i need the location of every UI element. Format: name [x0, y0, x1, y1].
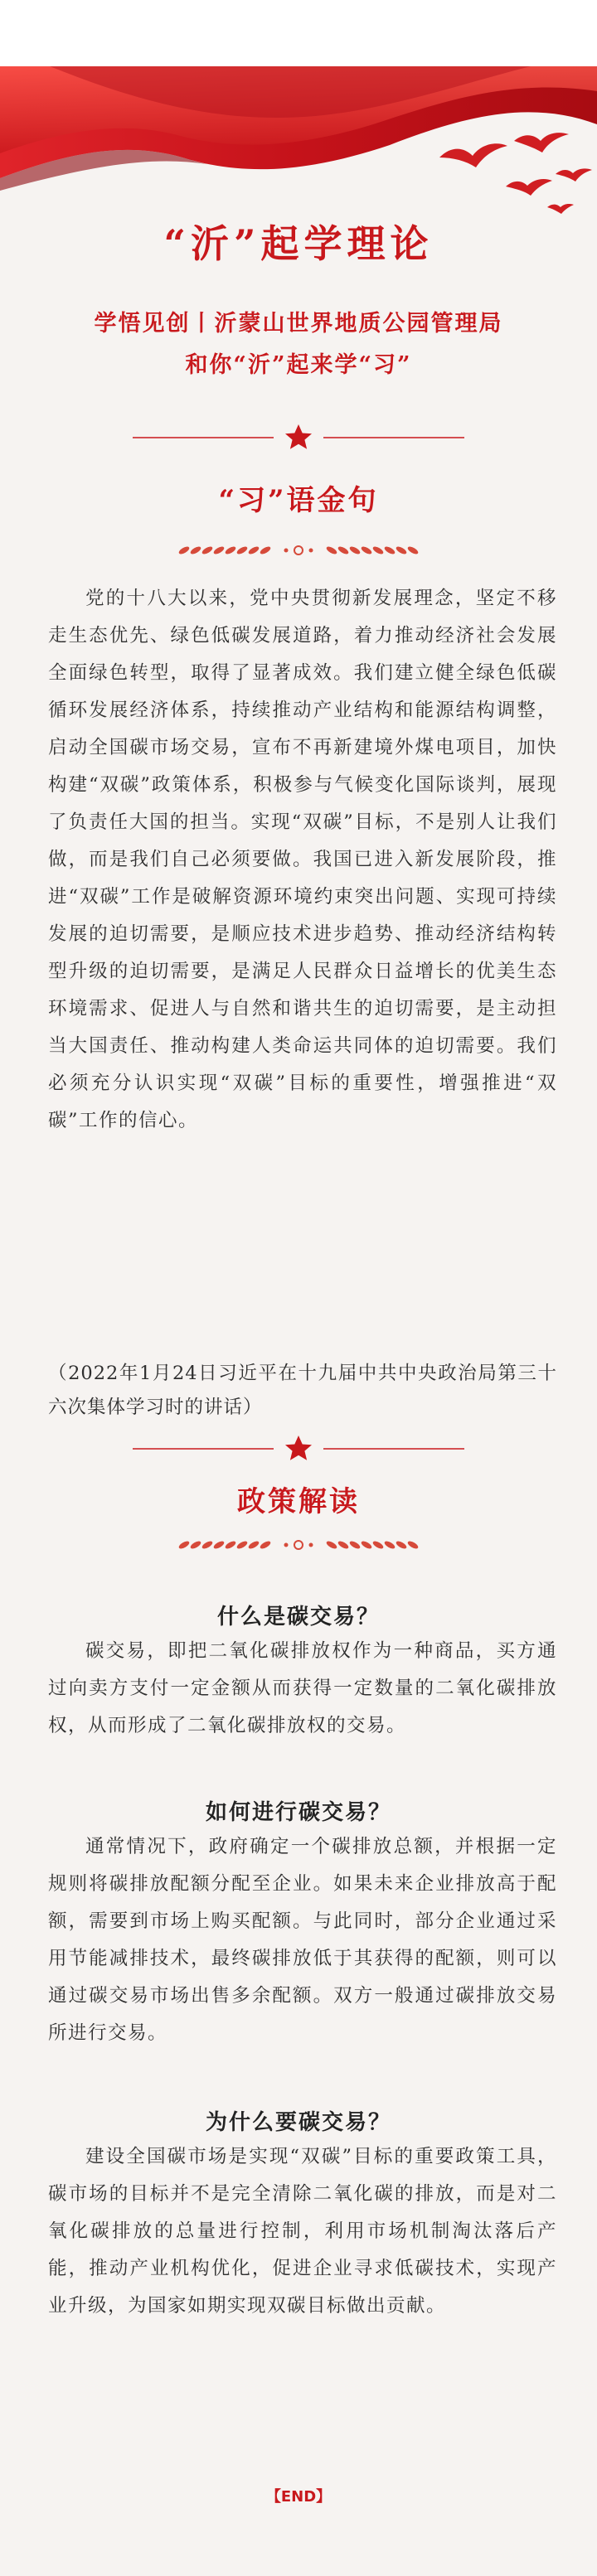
- star-divider: [124, 421, 473, 454]
- subtitle-line-1: 学悟见创丨沂蒙山世界地质公园管理局: [94, 311, 503, 337]
- quote-paragraph: 党的十八大以来，党中央贯彻新发展理念，坚定不移走生态优先、绿色低碳发展道路，着力推动经济社会发展全面绿色转型，取得了显著成效。我们建立健全绿色低碳循环发展经济体系，持续推动产业结构和能源结构调整，启动全国碳市场交易，宣布不再新建境外煤电项目，加快构建“双碳”政策体系，积极参与气候变化国际谈判，展现了负责任大国的担当。实现“双碳”目标，不是别人让我们做，而是我们自己必须要做。我国已进入新发展阶段，推进“双碳”工作是破解资源环境约束突出问题、实现可持续发展的迫切需要，是顺应技术进步趋势、推动经济结构转型升级的迫切需要，是满足人民群众日益增长的优美生态环境需求、促进人与自然和谐共生的迫切需要，是主动担当大国责任、推动构建人类命运共同体的迫切需要。我们必须充分认识实现“双碳”目标的重要性，增强推进“双碳”工作的信心。: [48, 588, 557, 1131]
- flying-birds-icon: [431, 124, 597, 215]
- subtitle-line-2: 和你“沂”起来学“习”: [185, 352, 412, 378]
- section-title-quotes: “习”语金句: [218, 484, 379, 517]
- answer-paragraph-3: 建设全国碳市场是实现“双碳”目标的重要政策工具，碳市场的目标并不是完全清除二氧化碳的排放，而是对二氧化碳排放的总量进行控制，利用市场机制淘汰落后产能，推动产业机构优化，促进企业寻求低碳技术，实现产业升级，为国家如期实现双碳目标做出贡献。: [48, 2146, 557, 2317]
- question-heading-3: 为什么要碳交易？: [205, 2110, 391, 2135]
- star-icon: [285, 424, 312, 449]
- question-heading-2: 如何进行碳交易？: [205, 1800, 391, 1825]
- wheat-divider: [166, 540, 431, 560]
- page-title: “沂”起学理论: [163, 221, 434, 266]
- quote-source: （2022年1月24日习近平在十九届中共中央政治局第三十六次集体学习时的讲话）: [48, 1363, 557, 1418]
- section-title-policy: 政策解读: [237, 1485, 360, 1518]
- end-marker: 【END】: [265, 2488, 332, 2506]
- star-divider: [124, 1432, 473, 1465]
- answer-paragraph-1: 碳交易，即把二氧化碳排放权作为一种商品，买方通过向卖方支付一定金额从而获得一定数量的二氧化碳排放权，从而形成了二氧化碳排放权的交易。: [48, 1640, 557, 1736]
- answer-paragraph-2: 通常情况下，政府确定一个碳排放总额，并根据一定规则将碳排放配额分配至企业。如果未来企业排放高于配额，需要到市场上购买配额。与此同时，部分企业通过采用节能减排技术，最终碳排放低于其获得的配额，则可以通过碳交易市场出售多余配额。双方一般通过碳排放交易所进行交易。: [48, 1836, 557, 2044]
- star-icon: [285, 1436, 312, 1460]
- question-heading-1: 什么是碳交易？: [216, 1605, 380, 1629]
- wheat-divider: [166, 1535, 431, 1555]
